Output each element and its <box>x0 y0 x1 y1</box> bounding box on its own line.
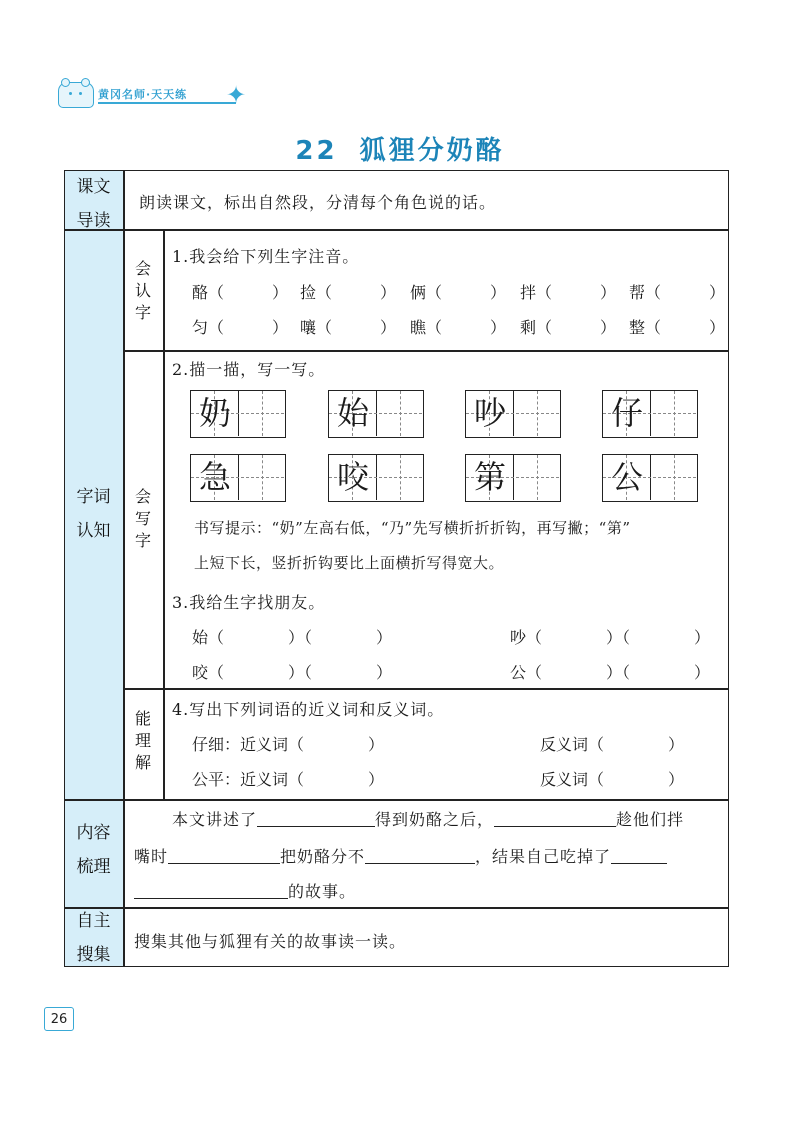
header-underline <box>98 102 236 104</box>
writing-grid[interactable] <box>328 454 424 502</box>
pinyin-item: 匀（ ） <box>192 318 289 337</box>
trace-character: 吵 <box>473 394 506 432</box>
trace-character: 咬 <box>336 458 369 496</box>
pinyin-item: 剩（ ） <box>520 318 617 337</box>
lesson-number: 22 <box>295 136 338 166</box>
writing-tip-line2: 上短下长，竖折折钩要比上面横折写得宽大。 <box>194 554 505 572</box>
trace-character: 仔 <box>610 394 643 432</box>
lesson-name: 狐狸分奶酪 <box>359 136 505 166</box>
friends-instruction: 3.我给生字找朋友。 <box>172 593 326 612</box>
pinyin-item: 帮（ ） <box>629 283 726 302</box>
writing-grid[interactable] <box>465 454 561 502</box>
collect-label: 自主 搜集 <box>76 911 111 965</box>
pinyin-item: 瞧（ ） <box>410 318 507 337</box>
trace-character: 第 <box>473 458 506 496</box>
writing-grid[interactable] <box>190 390 286 438</box>
series-header <box>58 80 258 110</box>
recognize-instruction: 1.我会给下列生字注音。 <box>172 247 360 266</box>
pinyin-item: 嚷（ ） <box>300 318 397 337</box>
recognize-sublabel: 会 认 字 <box>134 259 151 322</box>
word-item: 反义词（ ） <box>540 735 685 754</box>
vocab-label: 字词 认知 <box>76 487 111 541</box>
series-title: 黄冈名师·天天练 <box>98 88 188 101</box>
trace-character: 公 <box>610 458 643 496</box>
understand-sublabel: 能 理 解 <box>134 709 151 772</box>
friend-item: 吵（ ）（ ） <box>510 628 711 647</box>
friend-item: 始（ ）（ ） <box>192 628 393 647</box>
content-line1: 本文讲述了 得到奶酪之后， 趁他们拌 <box>172 810 685 829</box>
writing-grid[interactable] <box>190 454 286 502</box>
trace-character: 奶 <box>198 394 231 432</box>
understand-instruction: 4.写出下列词语的近义词和反义词。 <box>172 700 445 719</box>
word-item: 反义词（ ） <box>540 770 685 789</box>
pinyin-item: 酪（ ） <box>192 283 289 302</box>
write-instruction: 2.描一描，写一写。 <box>172 360 326 379</box>
word-item: 公平：近义词（ ） <box>192 770 385 789</box>
writing-grid[interactable] <box>602 454 698 502</box>
writing-grid[interactable] <box>465 390 561 438</box>
bear-logo-icon <box>58 82 94 108</box>
content-line3: 的故事。 <box>134 879 356 902</box>
reading-label: 课文 导读 <box>76 177 111 231</box>
trace-character: 急 <box>198 458 231 496</box>
trace-character: 始 <box>336 394 369 432</box>
page-number: 26 <box>44 1007 74 1031</box>
reading-text: 朗读课文，标出自然段，分清每个角色说的话。 <box>139 193 497 212</box>
writing-grid[interactable] <box>602 390 698 438</box>
friend-item: 公（ ）（ ） <box>510 663 711 682</box>
content-line2: 嘴时 把奶酪分不 ，结果自己吃掉了 <box>134 844 667 867</box>
worksheet-table <box>64 170 729 967</box>
collect-text: 搜集其他与狐狸有关的故事读一读。 <box>134 932 407 951</box>
word-item: 仔细：近义词（ ） <box>192 735 385 754</box>
content-label: 内容 梳理 <box>76 823 111 877</box>
friend-item: 咬（ ）（ ） <box>192 663 393 682</box>
pinyin-item: 拌（ ） <box>520 283 617 302</box>
write-sublabel: 会 写 字 <box>134 487 151 550</box>
writing-tip-line1: 书写提示：“奶”左高右低，“乃”先写横折折折钩，再写撇；“第” <box>194 519 631 537</box>
writing-grid[interactable] <box>328 390 424 438</box>
pinyin-item: 俩（ ） <box>410 283 507 302</box>
lesson-title <box>0 130 800 167</box>
pinyin-item: 整（ ） <box>629 318 726 337</box>
star-icon: ✦ <box>226 81 247 109</box>
pinyin-item: 捡（ ） <box>300 283 397 302</box>
